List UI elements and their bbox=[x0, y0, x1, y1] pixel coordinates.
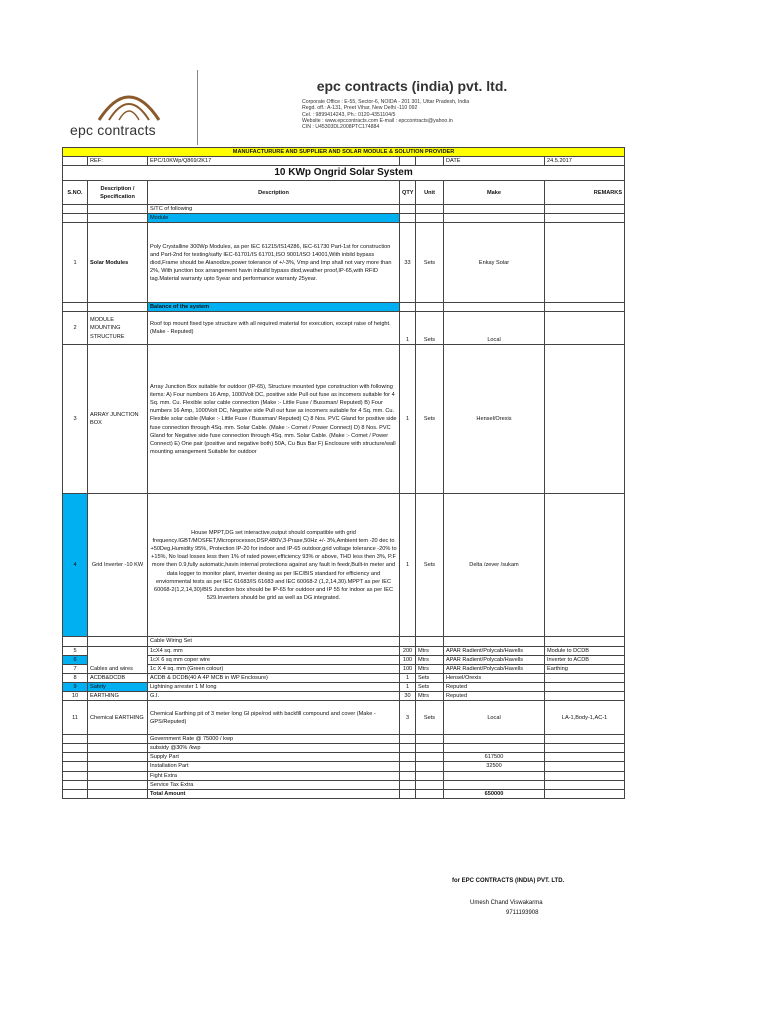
row-remarks bbox=[545, 673, 625, 682]
row-make: Hensel/Orexis bbox=[444, 673, 545, 682]
row-desc: Roof top mount fixed type structure with all required material for execution, except raise of height. (Make - Reputed) bbox=[148, 312, 400, 345]
summary-row bbox=[63, 753, 625, 762]
summary-row bbox=[63, 762, 625, 771]
table-row bbox=[63, 655, 625, 664]
table-row bbox=[63, 682, 625, 691]
date-value: 24.5.2017 bbox=[545, 157, 625, 166]
address-line: Website : www.epccontracts.com E-mail : epccontracts@yahoo.in bbox=[302, 117, 453, 124]
row-unit: Mtrs bbox=[416, 655, 444, 664]
title-row bbox=[63, 166, 625, 181]
address-line: Cel. : 9899414243, Ph.: 0120-4351104/5 bbox=[302, 111, 396, 118]
row-spec: ACDB&DCDB bbox=[88, 673, 148, 682]
row-unit: Sets bbox=[416, 312, 444, 345]
row-desc: 1cX 6 sq mm coper wire bbox=[148, 655, 400, 664]
col-description: Description bbox=[148, 181, 400, 205]
row-qty: 1 bbox=[400, 673, 416, 682]
row-unit: Sets bbox=[416, 223, 444, 303]
bos-section-row bbox=[63, 303, 625, 312]
summary-row bbox=[63, 735, 625, 744]
row-spec: EARTHING bbox=[88, 692, 148, 701]
signatory-phone: 9711193908 bbox=[506, 910, 539, 916]
row-make: APAR Radient/Polycab/Havells bbox=[444, 646, 545, 655]
row-spec: Solar Modules bbox=[88, 223, 148, 303]
row-qty: 100 bbox=[400, 655, 416, 664]
service-tax: Service Tax Extra bbox=[148, 780, 400, 789]
row-desc: G.I. bbox=[148, 692, 400, 701]
row-desc: Chemical Earthing pit of 3 meter long GI pipe/rod with backfill compound and cover (Make - GPS/Reputed) bbox=[148, 701, 400, 735]
total-value: 650000 bbox=[444, 789, 545, 798]
company-address bbox=[202, 99, 622, 130]
row-sno: 11 bbox=[63, 701, 88, 735]
row-qty: 1 bbox=[400, 494, 416, 637]
row-unit: Mtrs bbox=[416, 646, 444, 655]
summary-row bbox=[63, 771, 625, 780]
table-row bbox=[63, 646, 625, 655]
row-sno: 1 bbox=[63, 223, 88, 303]
banner-row bbox=[63, 148, 625, 157]
row-spec: Grid Inverter -10 KW bbox=[88, 494, 148, 637]
ref-row bbox=[63, 157, 625, 166]
row-unit: Sets bbox=[416, 673, 444, 682]
sheet-title: 10 KWp Ongrid Solar System bbox=[63, 166, 625, 181]
row-spec: Chemical EARTHING bbox=[88, 701, 148, 735]
stc-row bbox=[63, 205, 625, 214]
installation-value: 32500 bbox=[444, 762, 545, 771]
quotation-table bbox=[62, 147, 625, 799]
ref-value: EPC/10KWp/Q869/2K17 bbox=[148, 157, 400, 166]
row-desc: Array Junction Box suitable for outdoor (IP-65), Structure mounted type construction with following items: A) Four numbers 16 Amp, 1000Volt DC, positive side Pull out fuse as incomers suitable for 4 Sq. mm. Cu. Flexible solar cable connection (Make :- Little Fuse / Bussman/ Reputed) B) Four numbers 16 Amp, 1000Volt DC, Negative side Pull out fuse as incomers suitable for 4 Sq. mm. Cu. Flexible solar cable (Make :- Little Fuse / Bussman/ Reputed) C) 8 Nos. PVC Gland for positive side fuse connection through 4Sq. mm. Solar Cable. (Make :- Comet / Power Connect) D) 8 Nos. PVC Gland for Negative side fuse connection through 4Sq. mm. Solar Cable. (Make :- Comet / Power Connect) E) One pair (positive and negative both) 50A, Cu Bus Bar F) Enclosure with structure/wall mounting arrangement Suitable for outdoor bbox=[148, 345, 400, 494]
col-sno: S.NO. bbox=[63, 181, 88, 205]
row-remarks bbox=[545, 312, 625, 345]
row-make: Local bbox=[444, 701, 545, 735]
col-unit: Unit bbox=[416, 181, 444, 205]
table-row bbox=[63, 673, 625, 682]
row-qty: 33 bbox=[400, 223, 416, 303]
row-sno: 5 bbox=[63, 646, 88, 655]
table-row bbox=[63, 692, 625, 701]
row-qty: 30 bbox=[400, 692, 416, 701]
row-desc: House MPPT,DG set interactive,output should compatible with grid frequency.IGBT/MOSFET,Microprocessor,DSP,480V,3-Prase,50Hz +/- 3%,Ambient tem -20 dec to +50Deg,Humidity 95%, Protection IP-20 for indoor and IP-65 outdoor,grid voltage tolerance -20% to +15%, No load losses less then 1% of rated power,efficiency 93% or above, THD less then 3%, P.F more then 0.9,fully automatic,havin internal protections against any fault in feedr,Built-in meter and data logger to monitor plant, inverter desing as per IEC/BIS standard for efficiency and enviornmental tests as per IEC 61683/IS 61683 and IEC 60068-2 (1,2,14,30).MPPT as per IEC 60068-2(1,2,14,30)/BIS Junction box should be IP-65 for outdoor and IP 55 for indoor as per IEC 529.Inverters should be grid as well as DG integrated. bbox=[148, 494, 400, 637]
row-unit: Sets bbox=[416, 494, 444, 637]
signature-block bbox=[470, 898, 543, 918]
row-make: Local bbox=[444, 312, 545, 345]
section-cable: Cable Wiring Set bbox=[148, 637, 400, 646]
row-qty: 3 bbox=[400, 701, 416, 735]
for-company: for EPC CONTRACTS (INDIA) PVT. LTD. bbox=[452, 878, 565, 884]
table-row bbox=[63, 664, 625, 673]
row-make: Reputed bbox=[444, 682, 545, 691]
summary-row bbox=[63, 744, 625, 753]
address-line: CIN : U45303DL2008PTC174884 bbox=[302, 124, 380, 131]
row-make: Reputed bbox=[444, 692, 545, 701]
row-unit: Sets bbox=[416, 701, 444, 735]
row-make: APAR Radient/Polycab/Havells bbox=[444, 655, 545, 664]
header-row bbox=[63, 181, 625, 205]
col-qty: QTY bbox=[400, 181, 416, 205]
col-desc-spec: Description / Specification bbox=[88, 181, 148, 205]
ref-label: REF: bbox=[88, 157, 148, 166]
col-remarks: REMARKS bbox=[545, 181, 625, 205]
row-remarks: Module to DCDB bbox=[545, 646, 625, 655]
module-section-row bbox=[63, 214, 625, 223]
logo-text: epc contracts bbox=[70, 122, 156, 138]
row-remarks: Inverter to ACDB bbox=[545, 655, 625, 664]
row-remarks: Earthing bbox=[545, 664, 625, 673]
row-remarks bbox=[545, 692, 625, 701]
gov-rate: Government Rate @ 75000 / kwp bbox=[148, 735, 400, 744]
row-sno: 4 bbox=[63, 494, 88, 637]
row-remarks bbox=[545, 223, 625, 303]
installation-label: Installation Part bbox=[148, 762, 400, 771]
row-desc: Poly Crystalline 300Wp Modules, as per IEC 61215/IS14286, IEC-61730 Part-1st for construction and Part-2nd for testing/safty IEC-61701/IS 61701,ISO 9001/ISO 14001,With inbild bypass diod,Frame should be Alanodize,power tolerance of +/-3%, Vmp and Imp shall not vary more than 2%, With junction box arrangement havin inbuild bypass diod,weather proof,IP-65,with RFID tag.Material warranty upto 5year and performance warranty 25year. bbox=[148, 223, 400, 303]
summary-row bbox=[63, 780, 625, 789]
row-unit: Sets bbox=[416, 682, 444, 691]
signatory-name: Umesh Chand Viswakarma bbox=[470, 900, 543, 906]
section-bos: Balance of the system bbox=[148, 303, 400, 312]
row-spec: ARRAY JUNCTION BOX bbox=[88, 345, 148, 494]
row-remarks bbox=[545, 494, 625, 637]
row-desc: 1cX4 sq. mm bbox=[148, 646, 400, 655]
row-qty: 200 bbox=[400, 646, 416, 655]
logo-arc-icon bbox=[94, 78, 164, 122]
row-sno: 8 bbox=[63, 673, 88, 682]
row-sno: 7 bbox=[63, 664, 88, 673]
address-line: Regd. off.: A-131, Preet Vihar, New Delhi -110 092 bbox=[302, 105, 418, 112]
section-module: Module bbox=[148, 214, 400, 223]
row-sno: 2 bbox=[63, 312, 88, 345]
stc-text: S/TC of following bbox=[148, 205, 400, 214]
row-qty: 1 bbox=[400, 312, 416, 345]
supply-part-label: Supply Part bbox=[148, 753, 400, 762]
row-desc: 1c X 4 sq. mm (Green colour) bbox=[148, 664, 400, 673]
row-make: Enkay Solar bbox=[444, 223, 545, 303]
row-make: Delta /zever /sukam bbox=[444, 494, 545, 637]
table-row bbox=[63, 345, 625, 494]
row-spec: Cables and wires bbox=[88, 646, 148, 673]
table-row bbox=[63, 701, 625, 735]
date-label: DATE bbox=[444, 157, 545, 166]
row-sno: 9 bbox=[63, 682, 88, 691]
row-make: APAR Radient/Polycab/Havells bbox=[444, 664, 545, 673]
row-remarks bbox=[545, 345, 625, 494]
row-remarks bbox=[545, 682, 625, 691]
row-qty: 1 bbox=[400, 682, 416, 691]
company-info bbox=[202, 70, 622, 130]
row-make: Hensel/Orexis bbox=[444, 345, 545, 494]
col-make: Make bbox=[444, 181, 545, 205]
row-sno: 10 bbox=[63, 692, 88, 701]
table-row bbox=[63, 312, 625, 345]
row-unit: Sets bbox=[416, 345, 444, 494]
table-row bbox=[63, 494, 625, 637]
row-qty: 100 bbox=[400, 664, 416, 673]
row-unit: Mtrs bbox=[416, 692, 444, 701]
letterhead bbox=[62, 70, 624, 145]
row-sno: 3 bbox=[63, 345, 88, 494]
row-spec: MODULE MOUNTING STRUCTURE bbox=[88, 312, 148, 345]
supply-part-value: 617500 bbox=[444, 753, 545, 762]
row-spec: Safety bbox=[88, 682, 148, 691]
subsidy: subsidy @30% /kwp bbox=[148, 744, 400, 753]
row-remarks: LA-1,Body-1,AC-1 bbox=[545, 701, 625, 735]
row-desc: Lightning arrester 1 M long bbox=[148, 682, 400, 691]
table-row bbox=[63, 223, 625, 303]
row-qty: 1 bbox=[400, 345, 416, 494]
freight: Fight Extra bbox=[148, 771, 400, 780]
row-sno: 6 bbox=[63, 655, 88, 664]
row-desc: ACDB & DCDB(40 A 4P MCB in WP Enclosure) bbox=[148, 673, 400, 682]
total-label: Total Amount bbox=[148, 789, 400, 798]
total-row bbox=[63, 789, 625, 798]
address-line: Corporate Office : E-55, Sector-6, NOIDA - 201 301, Uttar Pradesh, India bbox=[302, 99, 470, 105]
banner: MANUFACTURURE AND SUPPLIER AND SOLAR MODULE & SOLUTION PROVIDER bbox=[63, 148, 625, 157]
company-name: epc contracts (india) pvt. ltd. bbox=[316, 78, 508, 94]
row-unit: Mtrs bbox=[416, 664, 444, 673]
cable-section-row bbox=[63, 637, 625, 646]
company-logo bbox=[62, 70, 198, 145]
